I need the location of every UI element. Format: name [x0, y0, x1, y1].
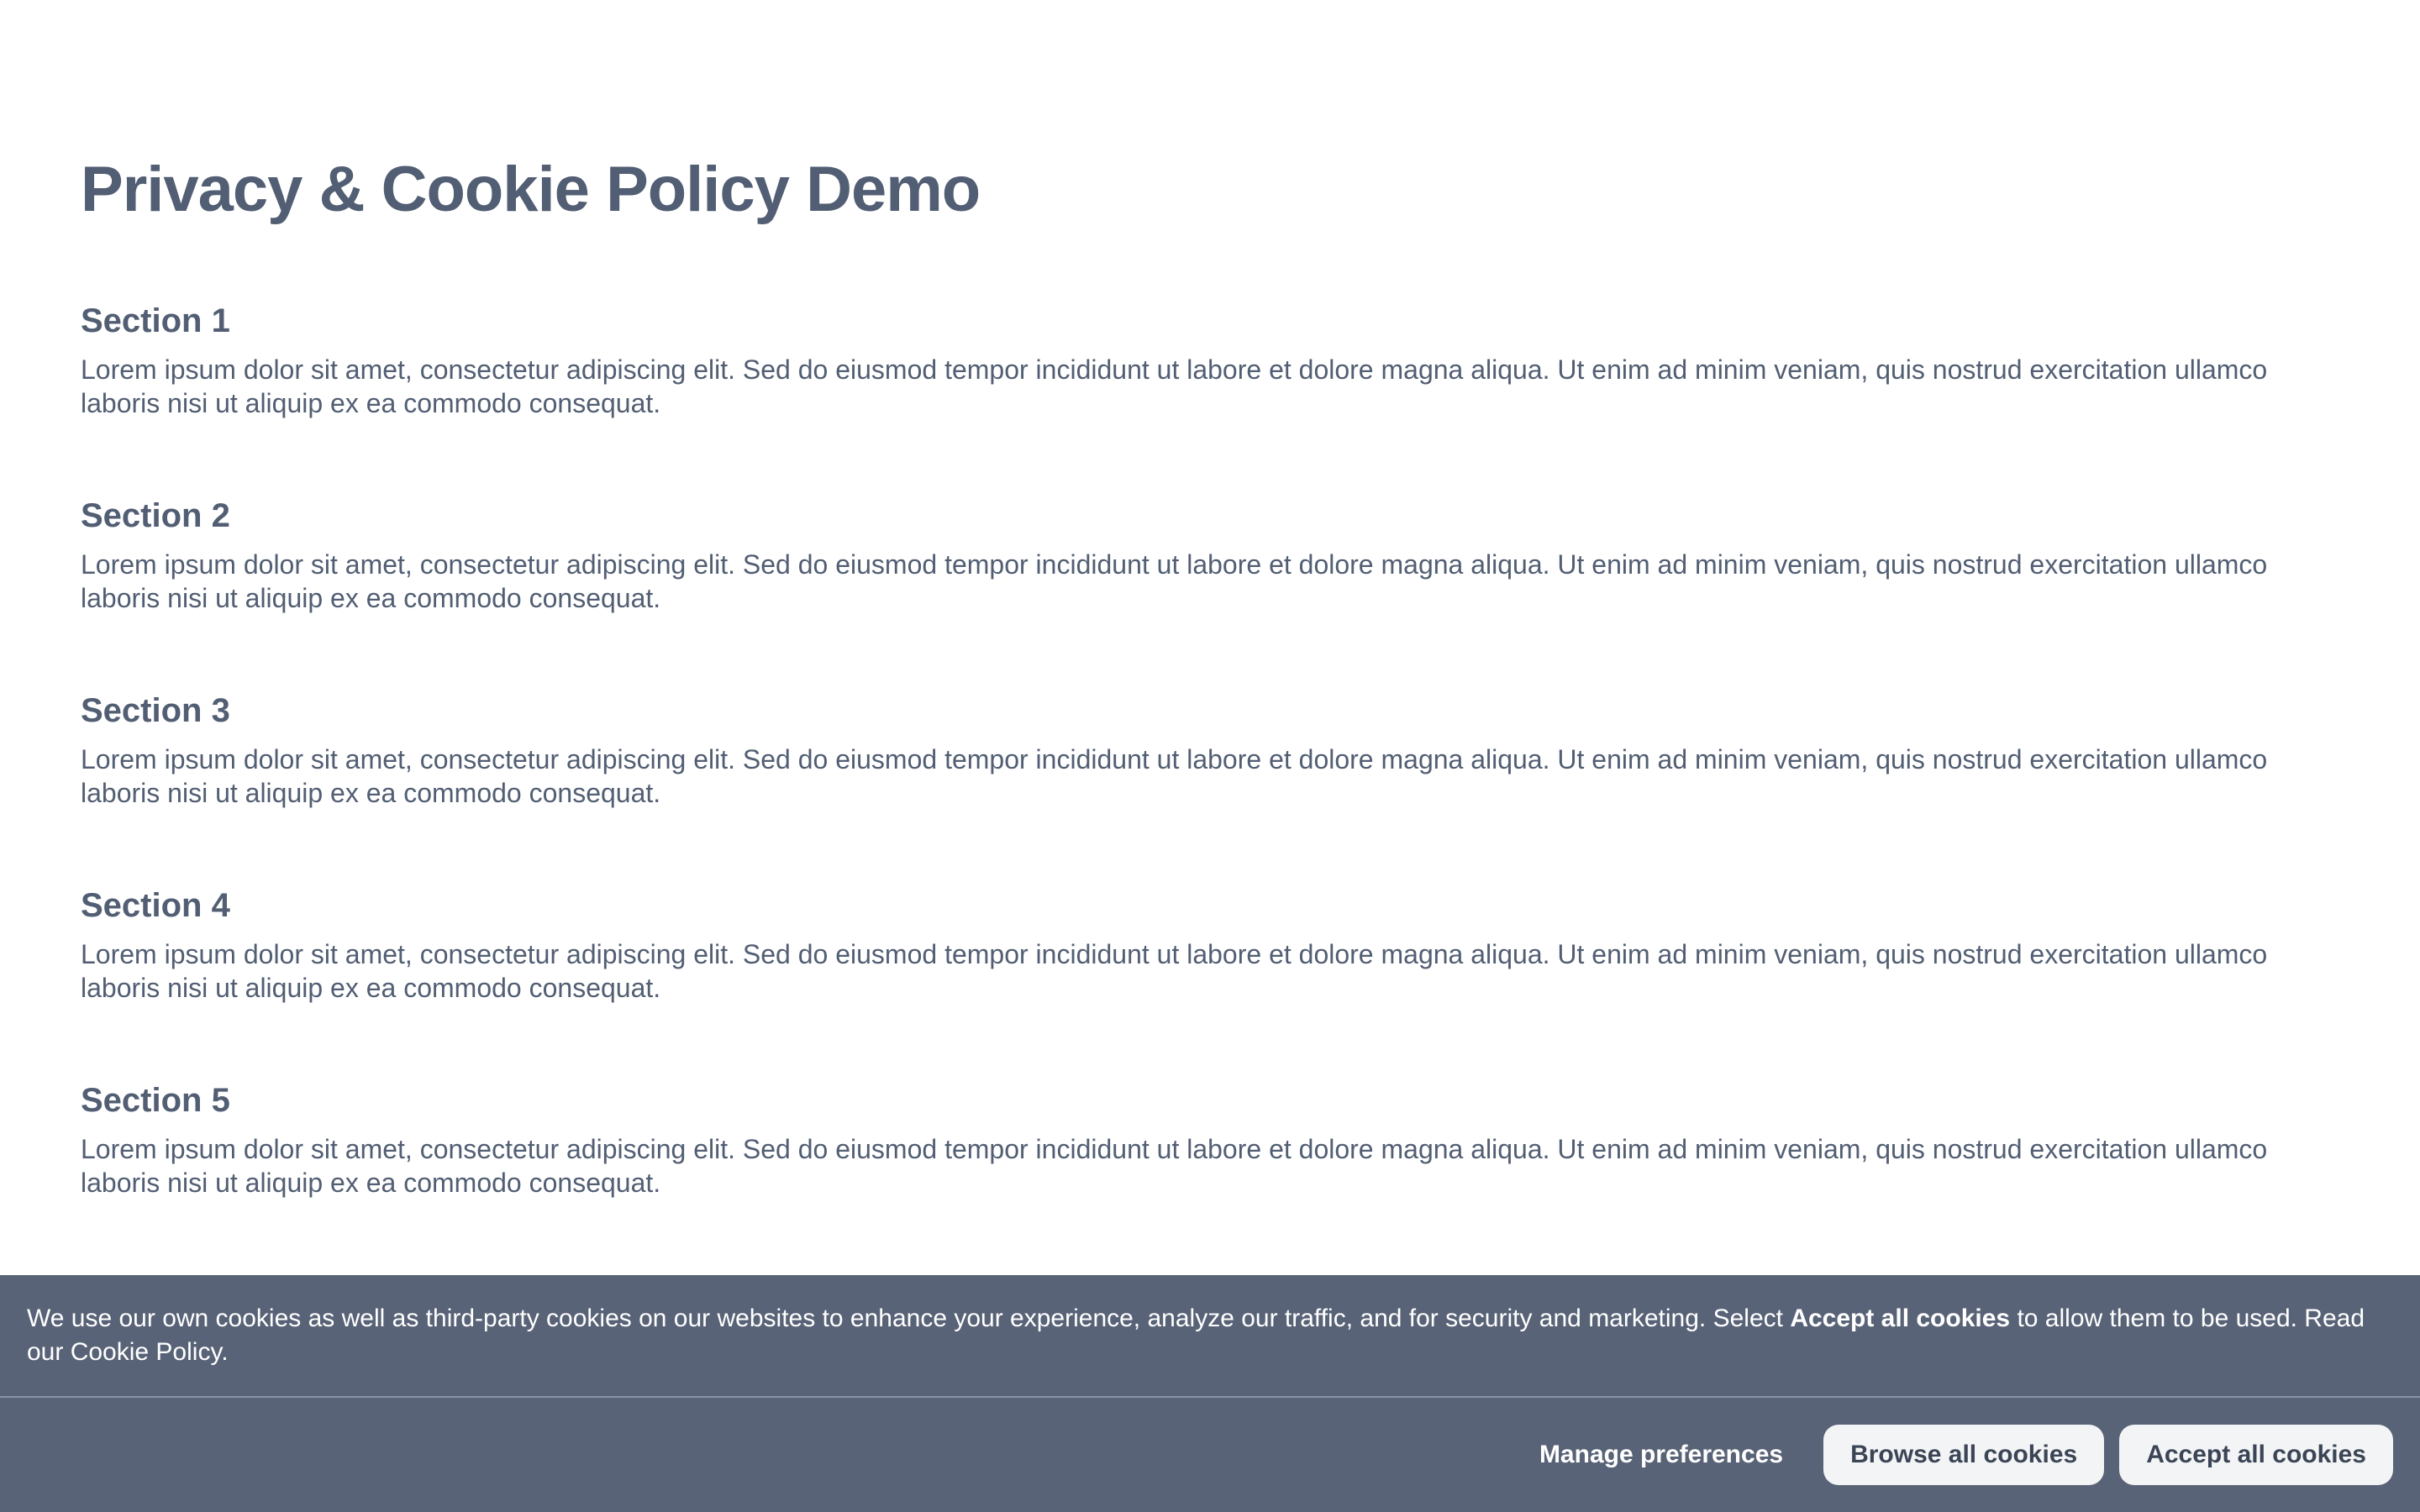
cookie-actions: [1514, 1425, 2393, 1485]
cookie-text-outro: to allow them to be used. Read our Cookie Policy.: [27, 1305, 2365, 1366]
cookie-text-emphasis: Accept all cookies: [1790, 1305, 2011, 1332]
section-body: Lorem ipsum dolor sit amet, consectetur adipiscing elit. Sed do eiusmod tempor incididunt ut labore et dolore magna aliqua. Ut enim ad minim veniam, quis nostrud exercitation ullamco laboris nisi ut aliquip ex ea commodo consequat.: [81, 549, 2268, 613]
section-4: [81, 885, 2333, 1005]
section-heading: Section 1: [81, 302, 230, 339]
browse-all-cookies-button[interactable]: Browse all cookies: [1823, 1425, 2104, 1485]
accept-all-cookies-button[interactable]: Accept all cookies: [2119, 1425, 2393, 1485]
section-3: [81, 690, 2333, 810]
section-1: [81, 301, 2333, 420]
section-body: Lorem ipsum dolor sit amet, consectetur adipiscing elit. Sed do eiusmod tempor incididunt ut labore et dolore magna aliqua. Ut enim ad minim veniam, quis nostrud exercitation ullamco laboris nisi ut aliquip ex ea commodo consequat.: [81, 939, 2268, 1003]
manage-preferences-button[interactable]: Manage preferences: [1514, 1425, 1808, 1485]
section-body: Lorem ipsum dolor sit amet, consectetur adipiscing elit. Sed do eiusmod tempor incididunt ut labore et dolore magna aliqua. Ut enim ad minim veniam, quis nostrud exercitation ullamco laboris nisi ut aliquip ex ea commodo consequat.: [81, 1134, 2268, 1198]
section-2: [81, 496, 2333, 615]
section-heading: Section 5: [81, 1082, 230, 1119]
cookie-banner-text: [27, 1302, 2380, 1369]
section-heading: Section 4: [81, 887, 230, 924]
page-title: Privacy & Cookie Policy Demo: [81, 154, 981, 225]
section-heading: Section 2: [81, 497, 230, 534]
policy-content: [81, 151, 2349, 1198]
section-body: Lorem ipsum dolor sit amet, consectetur adipiscing elit. Sed do eiusmod tempor incididunt ut labore et dolore magna aliqua. Ut enim ad minim veniam, quis nostrud exercitation ullamco laboris nisi ut aliquip ex ea commodo consequat.: [81, 354, 2268, 418]
section-5: [81, 1080, 2333, 1200]
cookie-banner: [0, 1275, 2420, 1512]
section-body: Lorem ipsum dolor sit amet, consectetur adipiscing elit. Sed do eiusmod tempor incididunt ut labore et dolore magna aliqua. Ut enim ad minim veniam, quis nostrud exercitation ullamco laboris nisi ut aliquip ex ea commodo consequat.: [81, 744, 2268, 808]
cookie-banner-divider: [0, 1396, 2420, 1398]
section-heading: Section 3: [81, 692, 230, 729]
cookie-text-intro: We use our own cookies as well as third-party cookies on our websites to enhance your experience, analyze our traffic, and for security and marketing. Select: [27, 1305, 1791, 1332]
